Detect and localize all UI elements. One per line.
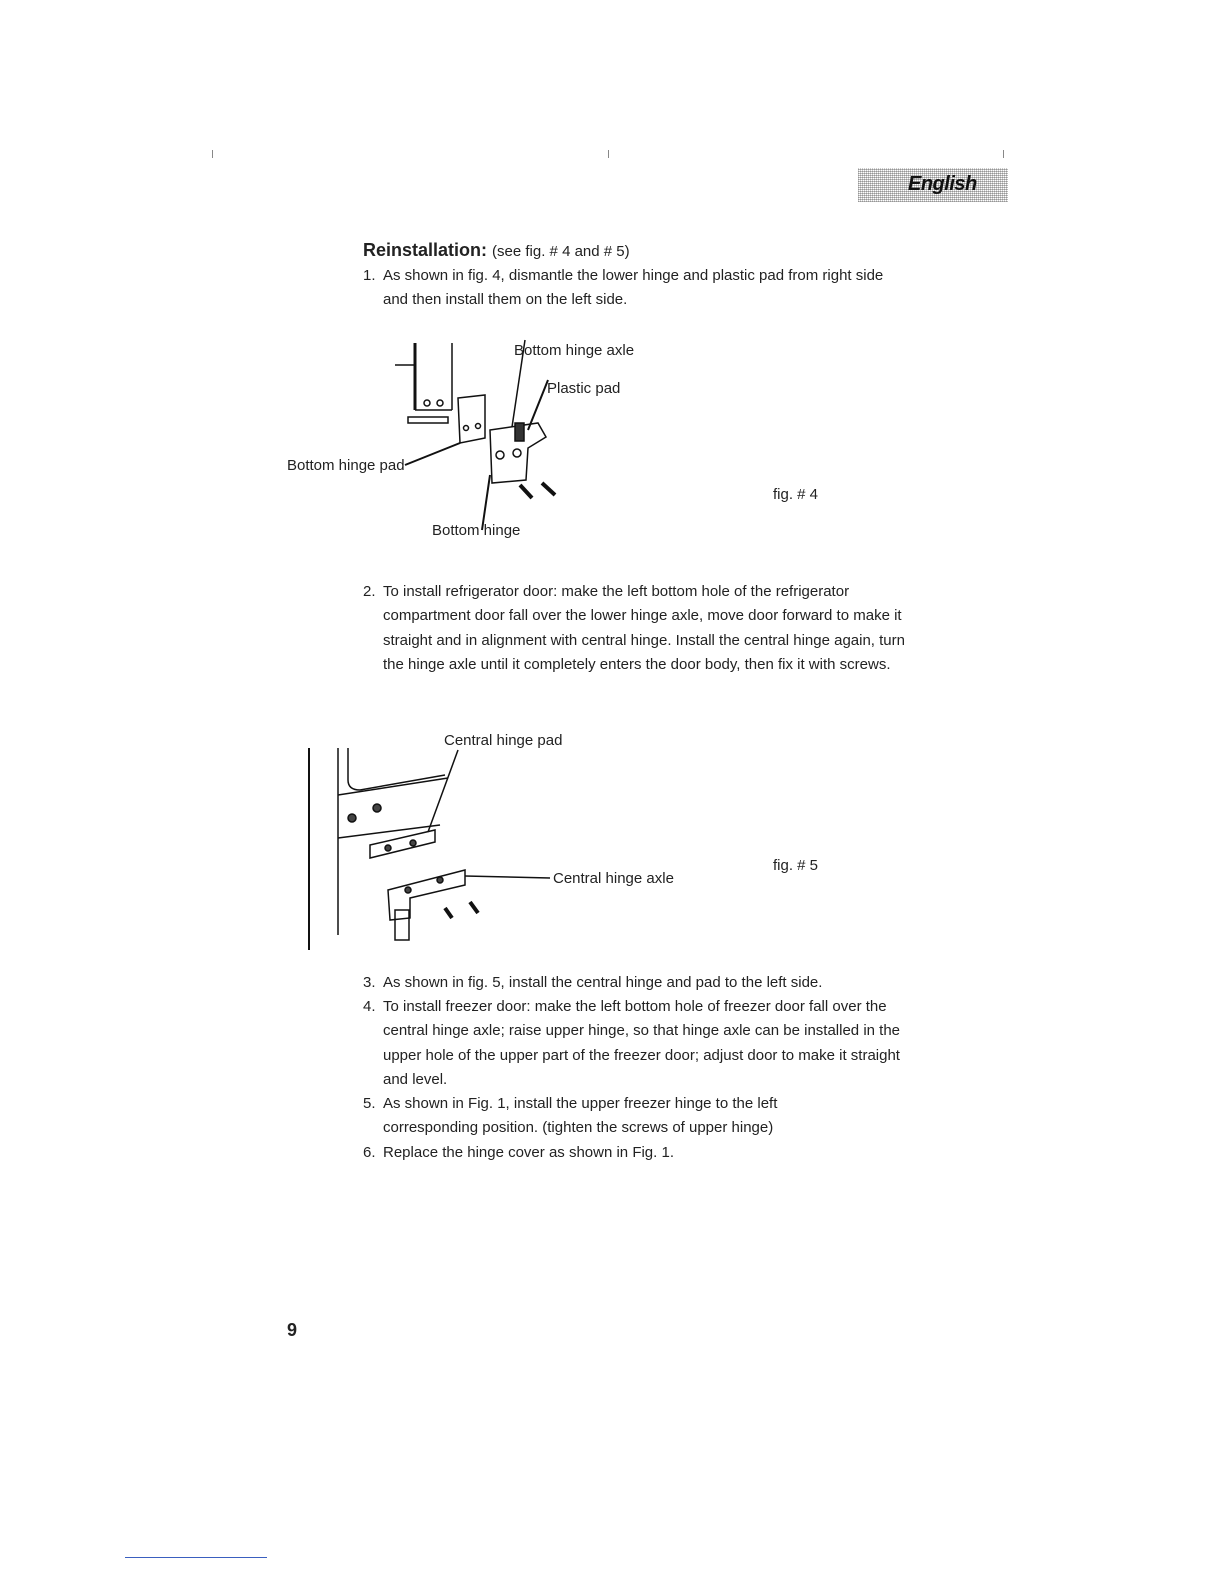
fig-4-caption: fig. # 4 [773, 486, 819, 503]
fig-5-caption: fig. # 5 [773, 857, 819, 874]
crop-mark [1003, 150, 1004, 158]
step-text: As shown in fig. 5, install the central hinge and pad to the left side. [383, 974, 823, 991]
language-label: English [908, 173, 977, 195]
step-4 [363, 995, 923, 1093]
label-bottom-hinge: Bottom hinge [432, 522, 521, 539]
step-number: 3. [363, 974, 376, 991]
figure-4-illustration [280, 335, 680, 545]
step-2 [363, 580, 923, 678]
crop-mark [212, 150, 213, 158]
step-3 [363, 971, 923, 995]
label-bottom-hinge-axle: Bottom hinge axle [514, 342, 635, 359]
step-text: As shown in Fig. 1, install the upper freezer hinge to the left corresponding position. (tighten the screws of upper hinge) [383, 1095, 778, 1137]
language-badge [858, 168, 1008, 202]
step-number: 2. [363, 583, 376, 600]
step-number: 1. [363, 267, 376, 284]
label-central-hinge-pad: Central hinge pad [444, 732, 563, 749]
page-number: 9 [287, 1320, 298, 1340]
step-number: 4. [363, 998, 376, 1015]
step-number: 5. [363, 1095, 376, 1112]
label-bottom-hinge-pad: Bottom hinge pad [287, 457, 405, 474]
step-number: 6. [363, 1144, 376, 1161]
heading-title: Reinstallation: [363, 240, 488, 260]
step-text: As shown in fig. 4, dismantle the lower hinge and plastic pad from right side and then install them on the left side. [383, 267, 884, 309]
heading-note: (see fig. # 4 and # 5) [492, 243, 630, 260]
label-central-hinge-axle: Central hinge axle [553, 870, 674, 887]
label-plastic-pad: Plastic pad [547, 380, 621, 397]
step-6 [363, 1141, 923, 1165]
step-text: Replace the hinge cover as shown in Fig. 1. [383, 1144, 674, 1161]
step-text: To install refrigerator door: make the left bottom hole of the refrigerator compartment door fall over the lower hinge axle, move door forward to make it straight and in alignment with central hinge. Install the central hinge again, turn the hinge axle until it completely enters the door body, then fix it with screws. [383, 583, 905, 674]
step-5 [363, 1092, 923, 1141]
crop-mark [608, 150, 609, 158]
section-heading [363, 240, 630, 261]
step-text: To install freezer door: make the left bottom hole of freezer door fall over the central hinge axle; raise upper hinge, so that hinge axle can be installed in the upper hole of the upper part of the freezer door; adjust door to make it straight and level. [383, 998, 901, 1089]
step-1 [363, 264, 923, 313]
footer-rule [125, 1557, 267, 1558]
figure-5-illustration [300, 730, 563, 950]
